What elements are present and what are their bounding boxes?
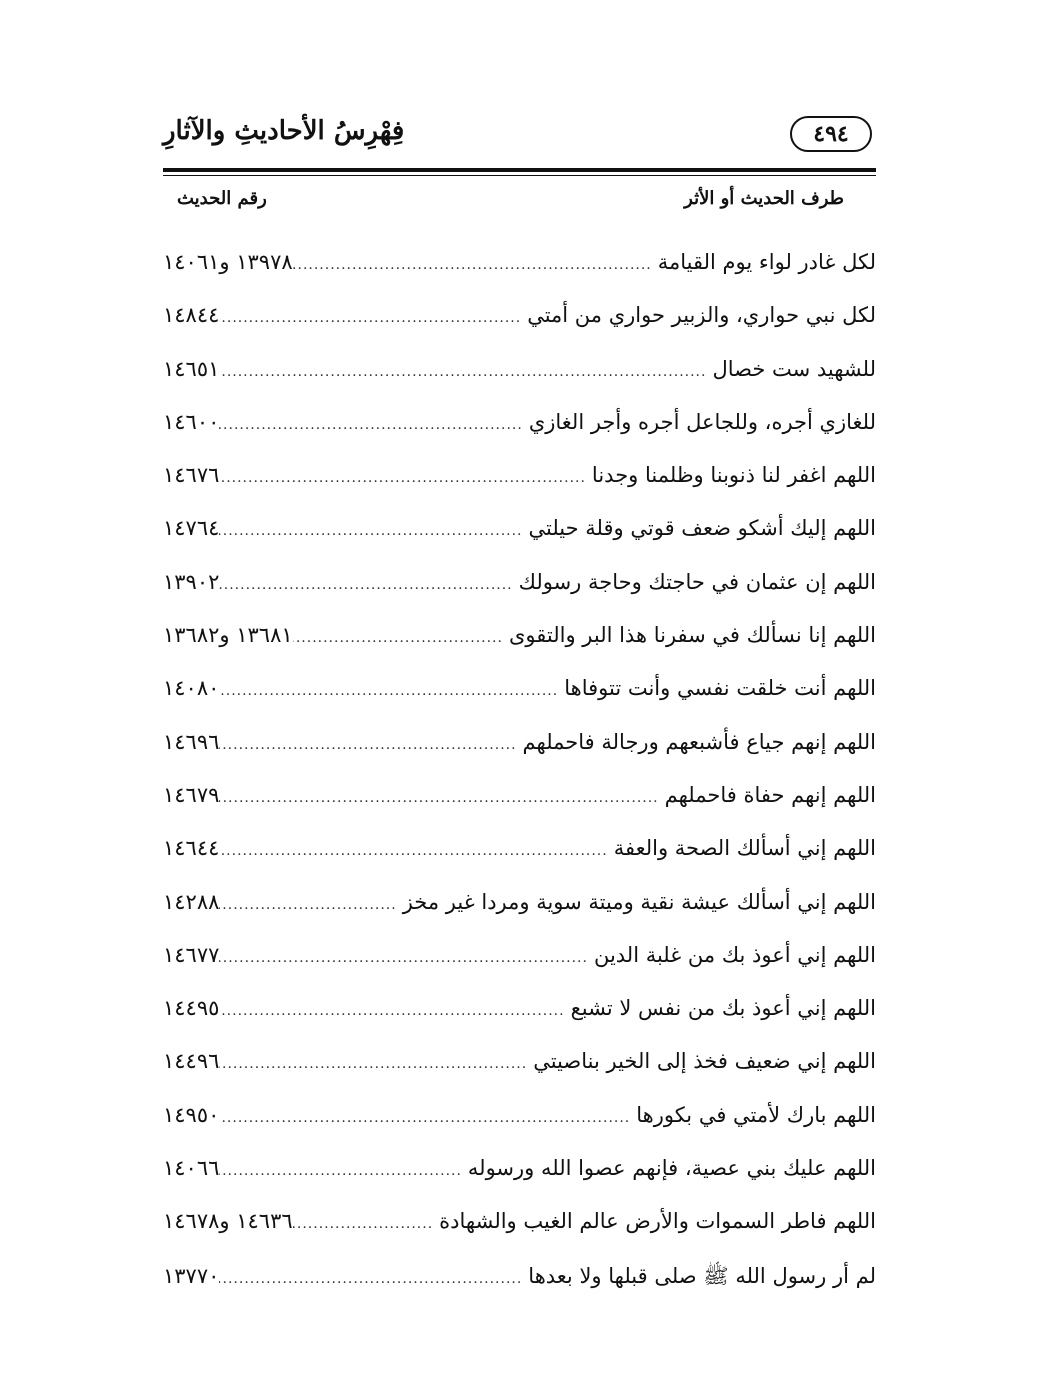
index-entry	[163, 783, 876, 836]
dot-leader	[219, 417, 522, 433]
entry-text: اللهم أنت خلقت نفسي وأنت تتوفاها	[564, 676, 876, 701]
index-entry	[163, 1263, 876, 1316]
dot-leader	[219, 737, 516, 753]
entry-hadith-number: ١٤٦٤٤	[163, 836, 220, 861]
entry-text: لكل نبي حواري، والزبير حواري من أمتي	[527, 303, 876, 328]
page-header	[163, 110, 876, 164]
entry-text: اللهم فاطر السموات والأرض عالم الغيب والشهادة	[439, 1209, 876, 1234]
entry-text: اللهم إنهم حفاة فاحملهم	[664, 782, 876, 807]
dot-leader	[293, 257, 652, 273]
index-entry	[163, 463, 876, 516]
column-heading-number: رقم الحديث	[177, 188, 267, 209]
entry-hadith-number: ١٤٧٦٤	[163, 516, 220, 541]
dot-leader	[219, 683, 558, 699]
header-rule-thick	[163, 168, 876, 172]
entry-hadith-number: ١٤٦٧٦	[163, 463, 220, 488]
index-entry	[163, 890, 876, 943]
dot-leader	[219, 577, 512, 593]
entry-hadith-number: ١٤٦٥١	[163, 356, 220, 381]
entry-hadith-number: ١٤٦٧٩	[163, 782, 220, 807]
entry-hadith-number: ١٤٦٩٦	[163, 729, 220, 754]
column-heading-hadith: طرف الحديث أو الأثر	[684, 188, 844, 209]
entry-hadith-number: ١٣٩٠٢	[163, 569, 220, 594]
column-headings	[163, 188, 876, 228]
index-entry	[163, 730, 876, 783]
dot-leader	[219, 1271, 522, 1287]
entry-hadith-number: ١٤٤٩٥	[163, 996, 220, 1021]
dot-leader	[219, 364, 706, 380]
entry-text: اللهم عليك بني عصية، فإنهم عصوا الله ورسوله	[467, 1156, 876, 1181]
entry-text: اللهم إني أسألك عيشة نقية وميتة سوية ومردا غير مخز	[402, 889, 876, 914]
entry-hadith-number: ١٤٨٤٤	[163, 303, 220, 328]
index-entry	[163, 410, 876, 463]
index-entry	[163, 1156, 876, 1209]
entry-text: اللهم إني أعوذ بك من غلبة الدين	[593, 942, 876, 967]
dot-leader	[219, 790, 658, 806]
entry-text: اللهم إني أعوذ بك من نفس لا تشبع	[570, 996, 876, 1021]
dot-leader	[219, 1056, 527, 1072]
index-entry	[163, 516, 876, 569]
index-entry	[163, 250, 876, 303]
entry-text: اللهم إنا نسألك في سفرنا هذا البر والتقوى	[508, 623, 876, 648]
index-page	[163, 110, 876, 1316]
entry-hadith-number: ١٤٩٥٠	[163, 1102, 220, 1127]
index-entry	[163, 303, 876, 356]
entry-text: للشهيد ست خصال	[712, 356, 876, 381]
index-entry	[163, 1049, 876, 1102]
dot-leader	[219, 1163, 462, 1179]
dot-leader	[219, 1110, 630, 1126]
index-entry	[163, 676, 876, 729]
entry-hadith-number: ١٤٠٦٦	[163, 1156, 220, 1181]
dot-leader	[219, 1003, 564, 1019]
dot-leader	[293, 630, 503, 646]
entry-text: لكل غادر لواء يوم القيامة	[657, 250, 876, 274]
entry-hadith-number: ١٣٩٧٨ و١٤٠٦١	[163, 250, 293, 274]
book-title: فِهْرِسُ الأحاديثِ والآثارِ	[163, 116, 405, 146]
index-entry	[163, 623, 876, 676]
index-entry	[163, 570, 876, 623]
entry-hadith-number: ١٣٧٧٠	[163, 1263, 220, 1288]
index-entry	[163, 836, 876, 889]
entry-text: لم أر رسول الله ﷺ صلى قبلها ولا بعدها	[528, 1263, 876, 1288]
index-entry	[163, 357, 876, 410]
entry-text: اللهم إني أسألك الصحة والعفة	[613, 836, 876, 861]
entry-text: اللهم اغفر لنا ذنوبنا وظلمنا وجدنا	[591, 463, 876, 488]
index-entries	[163, 250, 876, 1316]
entry-hadith-number: ١٤٤٩٦	[163, 1049, 220, 1074]
dot-leader	[219, 950, 588, 966]
dot-leader	[293, 1216, 434, 1232]
entry-hadith-number: ١٤٦٧٧	[163, 942, 220, 967]
page-number-badge: ٤٩٤	[790, 116, 872, 152]
dot-leader	[219, 470, 586, 486]
index-entry	[163, 1209, 876, 1262]
entry-text: اللهم إني ضعيف فخذ إلى الخير بناصيتي	[533, 1049, 876, 1074]
index-entry	[163, 1103, 876, 1156]
entry-hadith-number: ١٤٦٠٠	[163, 409, 220, 434]
entry-hadith-number: ١٤٢٨٨	[163, 889, 220, 914]
entry-text: اللهم بارك لأمتي في بكورها	[636, 1102, 876, 1127]
entry-hadith-number: ١٤٦٣٦ و١٤٦٧٨	[163, 1209, 293, 1234]
header-rule-thin	[163, 175, 876, 176]
entry-hadith-number: ١٤٠٨٠	[163, 676, 220, 701]
index-entry	[163, 996, 876, 1049]
entry-hadith-number: ١٣٦٨١ و١٣٦٨٢	[163, 623, 293, 648]
dot-leader	[219, 897, 396, 913]
index-entry	[163, 943, 876, 996]
dot-leader	[219, 310, 521, 326]
dot-leader	[219, 523, 522, 539]
entry-text: اللهم إنهم جياع فأشبعهم ورجالة فاحملهم	[522, 729, 876, 754]
entry-text: اللهم إن عثمان في حاجتك وحاجة رسولك	[518, 569, 876, 594]
entry-text: اللهم إليك أشكو ضعف قوتي وقلة حيلتي	[528, 516, 876, 541]
dot-leader	[219, 843, 607, 859]
entry-text: للغازي أجره، وللجاعل أجره وأجر الغازي	[528, 409, 876, 434]
